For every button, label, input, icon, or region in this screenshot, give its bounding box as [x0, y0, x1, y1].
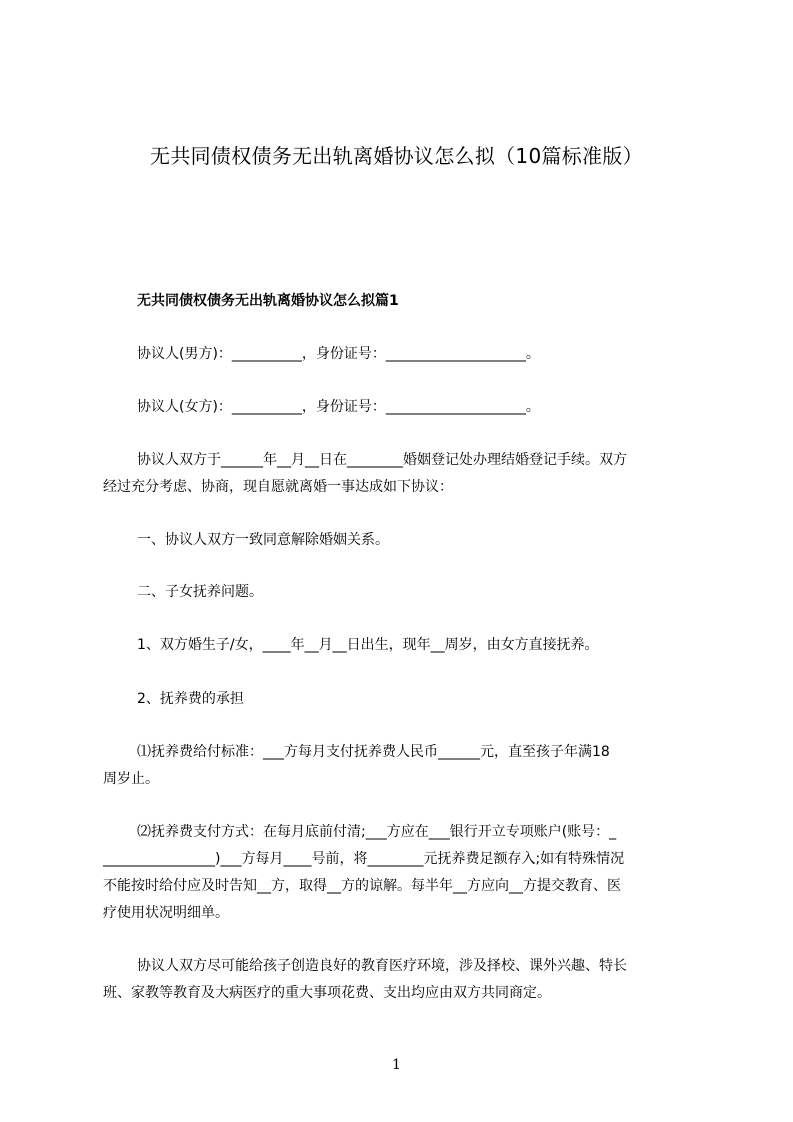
sub-item-1-line-2: 周岁止。: [103, 771, 159, 787]
sub-item-2-line-1: ⑵抚养费支付方式：在每月底前付清;___方应在___银行开立专项账户(账号：_: [137, 824, 617, 840]
party-male-line: 协议人(男方)：__________，身份证号：____________________。: [137, 346, 540, 362]
party-female-line: 协议人(女方)：__________，身份证号：____________________。: [137, 399, 540, 415]
education-line-2: 班、家教等教育及大病医疗的重大事项花费、支出均应由双方共同商定。: [103, 985, 551, 1001]
clause-2: 二、子女抚养问题。: [137, 584, 263, 600]
sub-item-1-line-1: ⑴抚养费给付标准：___方每月支付抚养费人民币______元，直至孩子年满18: [137, 744, 610, 760]
sub-item-2-line-4: 疗使用状况明细单。: [103, 905, 229, 921]
intro-line-1: 协议人双方于______年__月__日在________婚姻登记处办理结婚登记手续。双方: [137, 452, 627, 468]
sub-item-2-line-2: ________________)___方每月____号前，将________元抚养费足额存入;如有特殊情况: [103, 851, 625, 867]
page-number: 1: [392, 1057, 401, 1073]
sub-item-2-line-3: 不能按时给付应及时告知__方，取得__方的谅解。每半年__方应向__方提交教育、医: [103, 878, 621, 894]
document-title: 无共同债权债务无出轨离婚协议怎么拟（10篇标准版）: [150, 144, 643, 168]
education-line-1: 协议人双方尽可能给孩子创造良好的教育医疗环境，涉及择校、课外兴趣、特长: [137, 958, 627, 974]
intro-line-2: 经过充分考虑、协商，现自愿就离婚一事达成如下协议：: [103, 479, 453, 495]
item-1: 1、双方婚生子/女，____年__月__日出生，现年__周岁，由女方直接抚养。: [137, 637, 599, 653]
section-heading: 无共同债权债务无出轨离婚协议怎么拟篇1: [137, 293, 399, 309]
clause-1: 一、协议人双方一致同意解除婚姻关系。: [137, 532, 389, 548]
item-2: 2、抚养费的承担: [137, 691, 244, 707]
